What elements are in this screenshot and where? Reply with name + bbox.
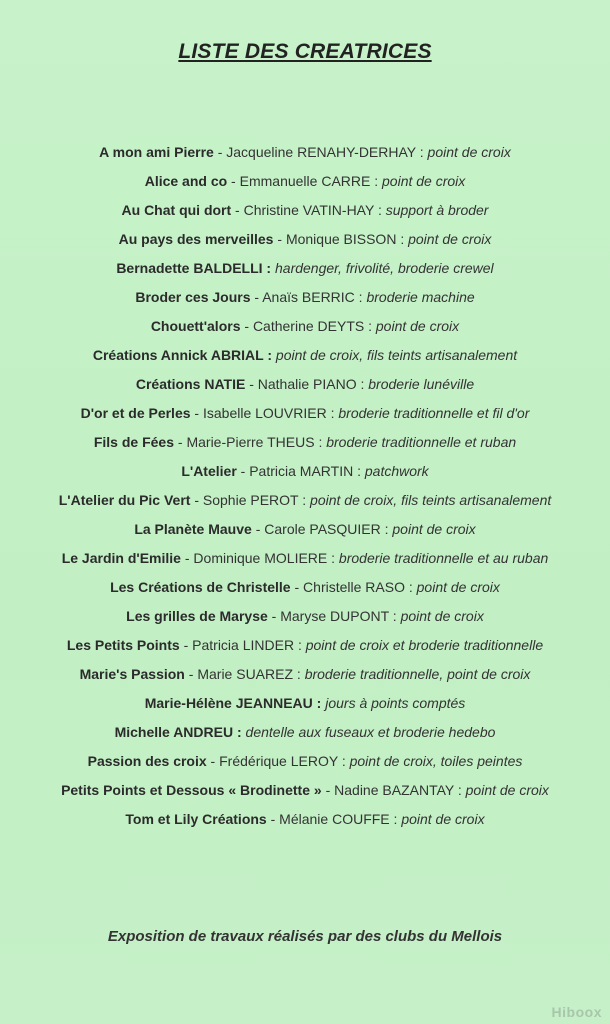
list-item [0,430,610,459]
colon: : [262,260,275,276]
creator-person: Marie SUAREZ [197,666,294,682]
list-item [0,401,610,430]
separator: - [190,405,203,421]
creator-name: Créations Annick ABRIAL [92,347,264,363]
creator-name: L'Atelier du Pic Vert [58,492,191,508]
colon: : [294,637,306,653]
watermark-logo: Hiboox [551,1004,602,1020]
creator-person: Christelle RASO [303,579,405,595]
creator-specialty: jours à points comptés [325,695,466,711]
separator: - [250,289,263,305]
creator-name: Petits Points et Dessous « Brodinette » [61,782,322,798]
creator-person: Carole PASQUIER [264,521,381,537]
list-item [0,343,610,372]
creator-person: Maryse DUPONT [280,608,389,624]
creator-name: Les Petits Points [66,637,180,653]
creator-person: Patricia MARTIN [249,463,354,479]
creator-name: Les Créations de Christelle [110,579,291,595]
list-item [0,720,610,749]
creator-person: Mélanie COUFFE [279,811,390,827]
colon: : [337,753,350,769]
separator: - [240,318,253,334]
list-item [0,633,610,662]
colon: : [354,289,367,305]
colon: : [312,695,326,711]
creator-name: Fils de Fées [93,434,174,450]
colon: : [326,405,339,421]
colon: : [356,376,369,392]
list-item [0,140,610,169]
creator-specialty: point de croix, fils teints artisanalement [275,347,518,363]
separator: - [251,521,265,537]
creator-specialty: broderie traditionnelle et au ruban [338,550,549,566]
creator-specialty: point de croix, toiles peintes [349,753,523,769]
colon: : [415,144,428,160]
separator: - [190,492,203,508]
creator-specialty: support à broder [385,202,489,218]
colon: : [233,724,246,740]
creator-specialty: hardenger, frivolité, broderie crewel [275,260,494,276]
creator-person: Emmanuelle CARRE [239,173,371,189]
creator-name: Marie's Passion [79,666,185,682]
colon: : [388,608,401,624]
creator-specialty: broderie lunéville [368,376,475,392]
creator-specialty: dentelle aux fuseaux et broderie hedebo [245,724,496,740]
list-item [0,256,610,285]
separator: - [245,376,258,392]
separator: - [267,608,281,624]
creator-specialty: point de croix [392,521,476,537]
creator-specialty: point de croix [416,579,500,595]
creator-name: A mon ami Pierre [99,144,214,160]
separator: - [321,782,335,798]
separator: - [231,202,244,218]
page-title: LISTE DES CREATRICES [178,40,432,63]
creator-person: Monique BISSON [285,231,397,247]
colon: : [380,521,393,537]
list-item [0,575,610,604]
colon: : [404,579,417,595]
list-item [0,227,610,256]
separator: - [213,144,227,160]
creator-name: Broder ces Jours [135,289,251,305]
creator-specialty: broderie machine [366,289,475,305]
creator-name: Michelle ANDREU [114,724,234,740]
creator-name: Passion des croix [87,753,207,769]
creator-person: Frédérique LEROY [219,753,338,769]
creator-person: Patricia LINDER [192,637,295,653]
separator: - [273,231,286,247]
creator-specialty: point de croix [401,811,485,827]
list-item [0,372,610,401]
creator-name: La Planète Mauve [134,521,252,537]
colon: : [298,492,311,508]
creator-name: L'Atelier [181,463,237,479]
creator-specialty: point de croix [375,318,460,334]
list-item [0,807,610,836]
creator-specialty: broderie traditionnelle, point de croix [304,666,531,682]
creator-person: Jacqueline RENAHY-DERHAY [226,144,416,160]
list-item [0,314,610,343]
colon: : [327,550,339,566]
creator-name: D'or et de Perles [80,405,191,421]
creator-specialty: point de croix [465,782,549,798]
separator: - [184,666,198,682]
colon: : [364,318,376,334]
colon: : [453,782,466,798]
creator-specialty: point de croix [400,608,484,624]
footer-note: Exposition de travaux réalisés par des clubs du Mellois [107,928,503,945]
creator-specialty: point de croix [427,144,511,160]
colon: : [353,463,365,479]
creator-name: Le Jardin d'Emilie [61,550,181,566]
list-item [0,459,610,488]
creator-person: Nathalie PIANO [257,376,357,392]
creator-name: Marie-Hélène JEANNEAU [144,695,313,711]
creator-specialty: patchwork [364,463,429,479]
creator-person: Isabelle LOUVRIER [202,405,327,421]
creator-person: Anaïs BERRIC [262,289,355,305]
list-item [0,198,610,227]
list-item [0,169,610,198]
creator-specialty: broderie traditionnelle et fil d'or [338,405,530,421]
list-item [0,604,610,633]
separator: - [206,753,220,769]
list-item [0,749,610,778]
creator-name: Au pays des merveilles [118,231,274,247]
creator-name: Bernadette BALDELLI [116,260,263,276]
separator: - [290,579,304,595]
separator: - [179,637,193,653]
colon: : [370,173,383,189]
list-item [0,778,610,807]
list-item [0,285,610,314]
colon: : [389,811,402,827]
creator-specialty: point de croix [382,173,466,189]
colon: : [396,231,409,247]
list-item [0,546,610,575]
creator-person: Catherine DEYTS [252,318,365,334]
list-item [0,488,610,517]
separator: - [180,550,194,566]
creator-name: Créations NATIE [135,376,246,392]
list-item [0,662,610,691]
separator: - [266,811,280,827]
creator-name: Chouett'alors [150,318,241,334]
creators-list [0,140,610,836]
creator-name: Les grilles de Maryse [126,608,268,624]
separator: - [227,173,240,189]
creator-name: Au Chat qui dort [121,202,232,218]
colon: : [374,202,386,218]
creator-person: Marie-Pierre THEUS [186,434,315,450]
creator-specialty: broderie traditionnelle et ruban [326,434,517,450]
creator-name: Tom et Lily Créations [125,811,267,827]
creator-specialty: point de croix [408,231,492,247]
creator-specialty: point de croix, fils teints artisanalement [310,492,552,508]
colon: : [314,434,327,450]
creator-name: Alice and co [144,173,228,189]
creator-person: Nadine BAZANTAY [334,782,454,798]
list-item [0,691,610,720]
colon: : [293,666,305,682]
separator: - [236,463,250,479]
creator-person: Dominique MOLIERE [193,550,328,566]
creator-specialty: point de croix et broderie traditionnelle [305,637,544,653]
creator-person: Christine VATIN-HAY [243,202,375,218]
colon: : [263,347,276,363]
creator-person: Sophie PEROT [202,492,299,508]
separator: - [174,434,187,450]
list-item [0,517,610,546]
